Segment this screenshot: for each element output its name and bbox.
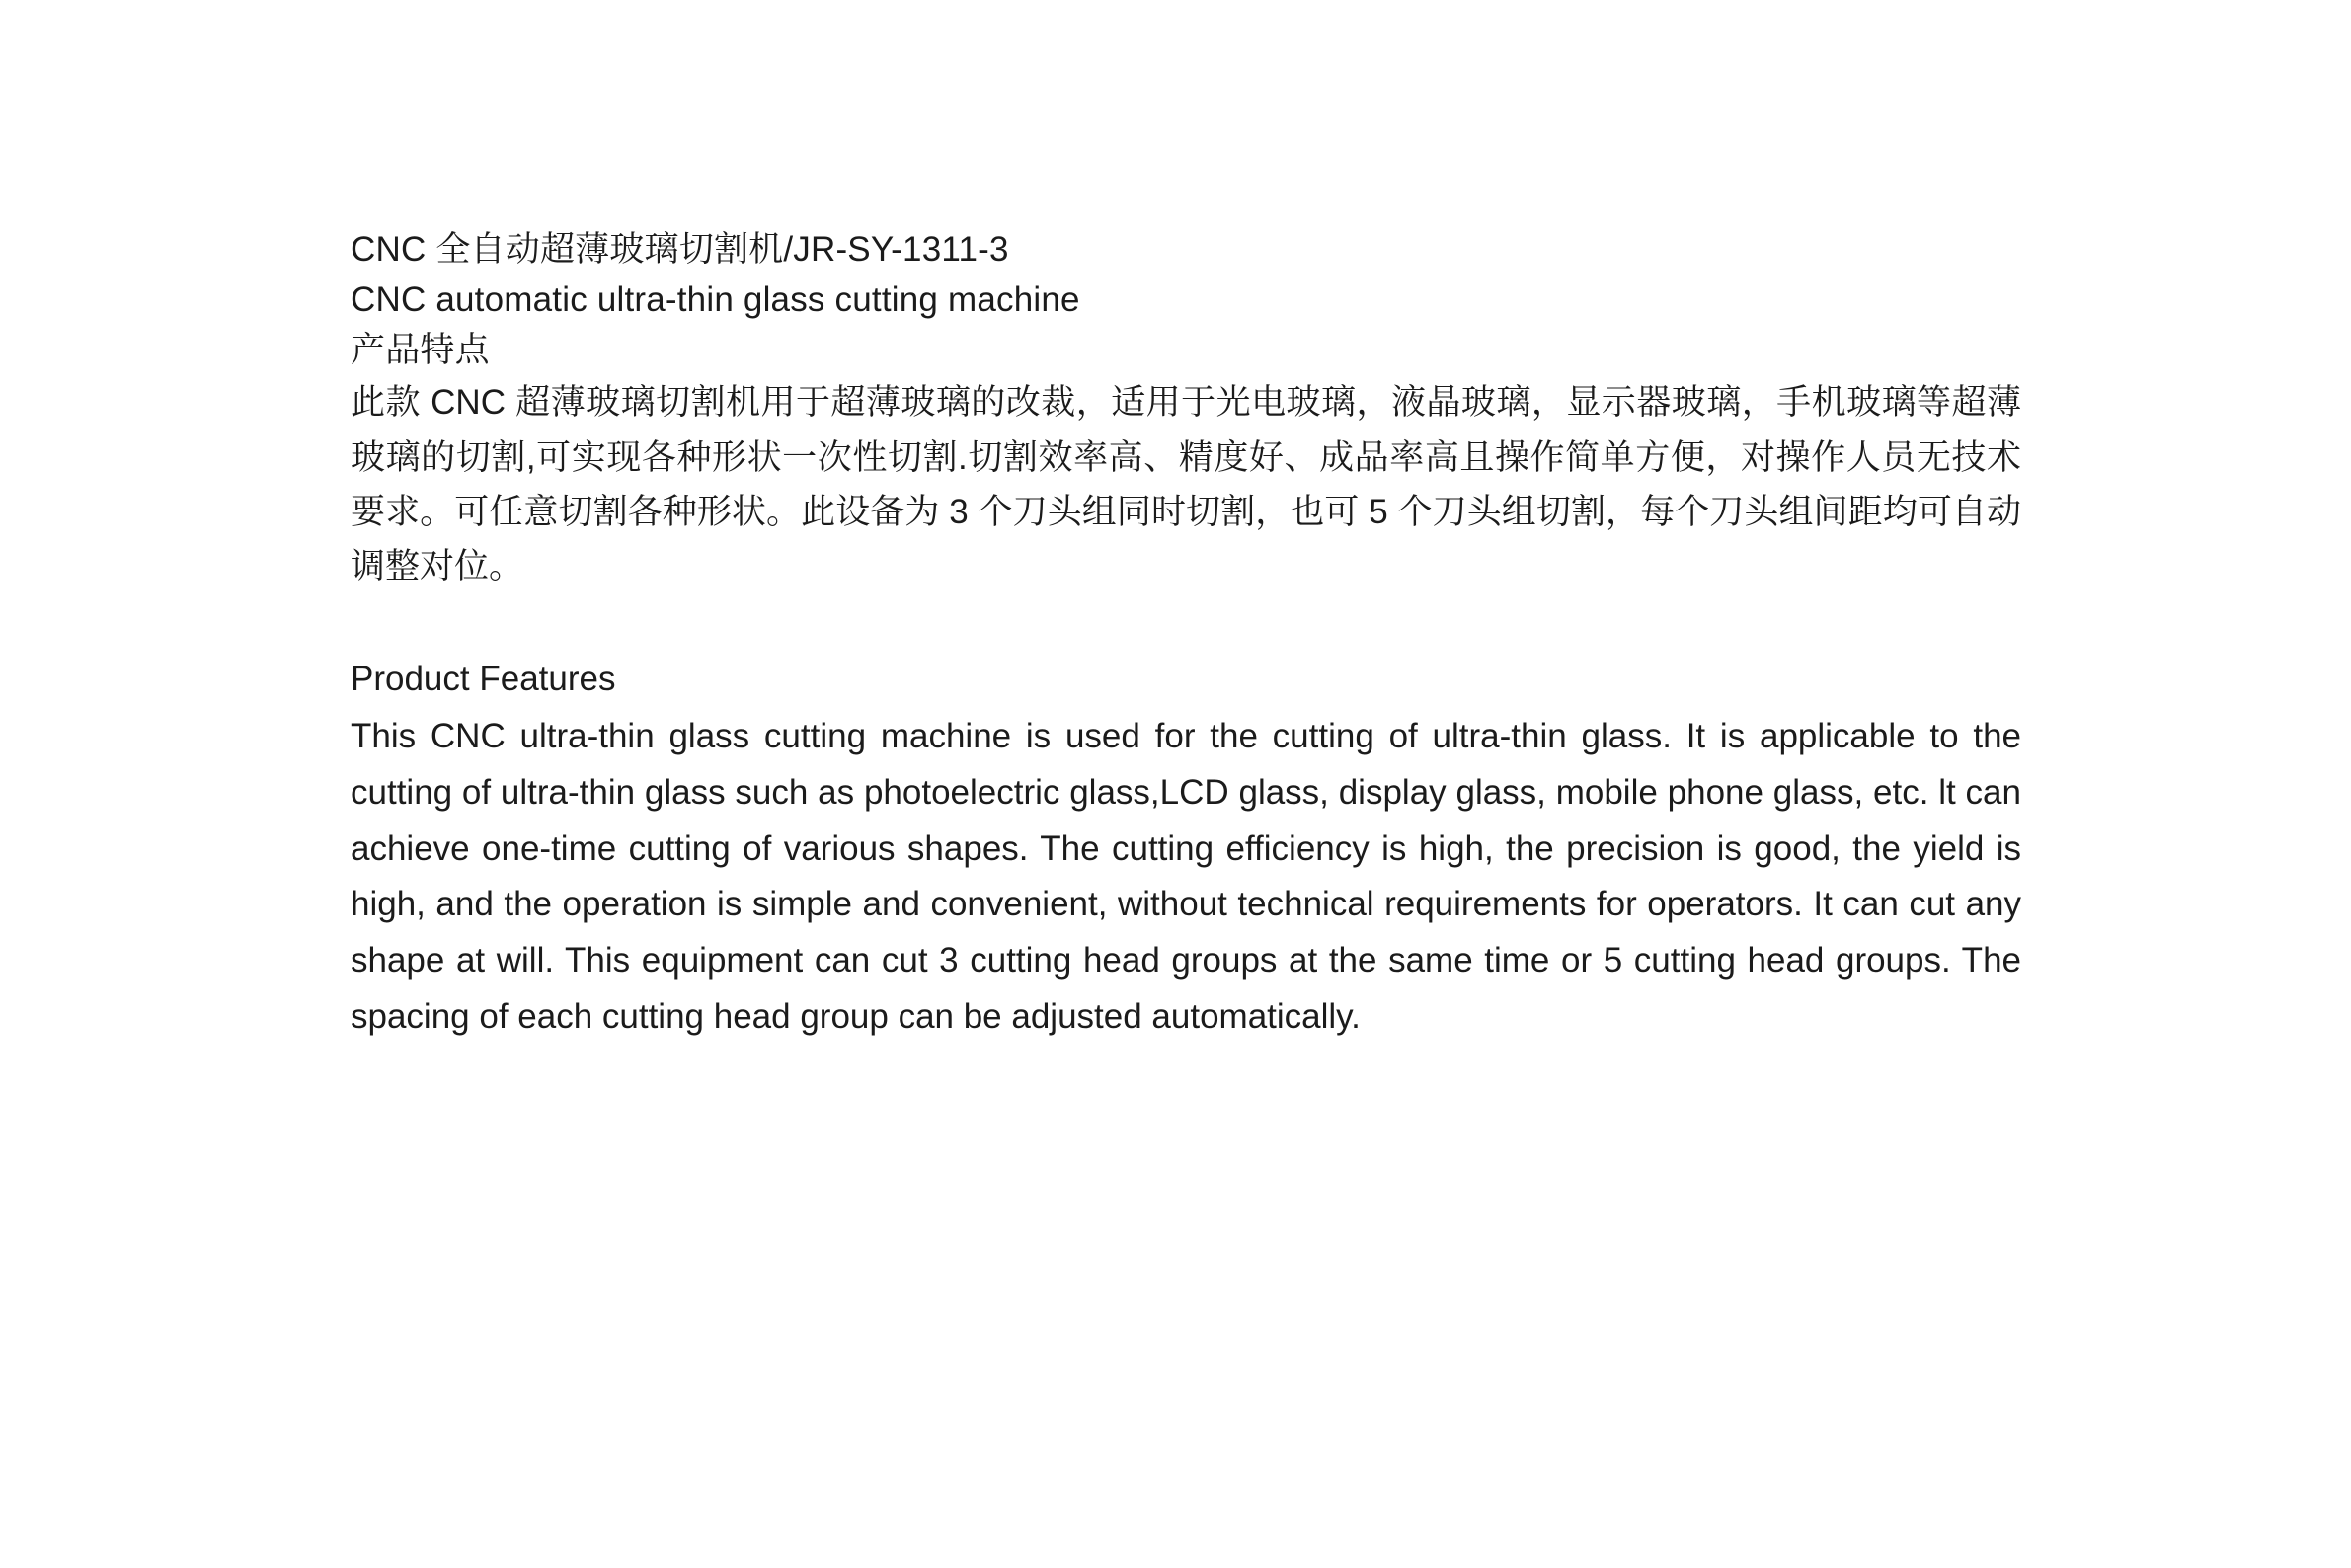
section-heading-english: Product Features — [351, 660, 616, 699]
paragraph-spacer — [351, 593, 2029, 655]
section-body-english: This CNC ultra-thin glass cutting machine is used for the cutting of ultra-thin glass. It is applicable to the cutting of ultra-thin glass such as photoelectric glass,LCD glass, display glass, mobile phone glass, etc. lt can achieve one-time cutting of various shapes. The cutting efficiency is high, the precision is good, the yield is high, and the operation is simple and convenient, without technical requirements for operators. It can cut any shape at will. This equipment can cut 3 cutting head groups at the same time or 5 cutting head groups. The spacing of each cutting head group can be adjusted automatically. — [351, 717, 2021, 1036]
document-content — [351, 225, 2029, 1045]
product-title-english: CNC automatic ultra-thin glass cutting machine — [351, 279, 1080, 319]
section-body-chinese: 此款 CNC 超薄玻璃切割机用于超薄玻璃的改裁，适用于光电玻璃，液晶玻璃，显示器玻璃，手机玻璃等超薄玻璃的切割,可实现各种形状一次性切割.切割效率高、精度好、成品率高且操作简单方便，对操作人员无技术要求。可任意切割各种形状。此设备为 3 个刀头组同时切割，也可 5 个刀头组切割，每个刀头组间距均可自动调整对位。 — [351, 383, 2021, 587]
product-title-chinese: CNC 全自动超薄玻璃切割机/JR-SY-1311-3 — [351, 230, 1009, 269]
section-heading-chinese: 产品特点 — [351, 330, 490, 369]
